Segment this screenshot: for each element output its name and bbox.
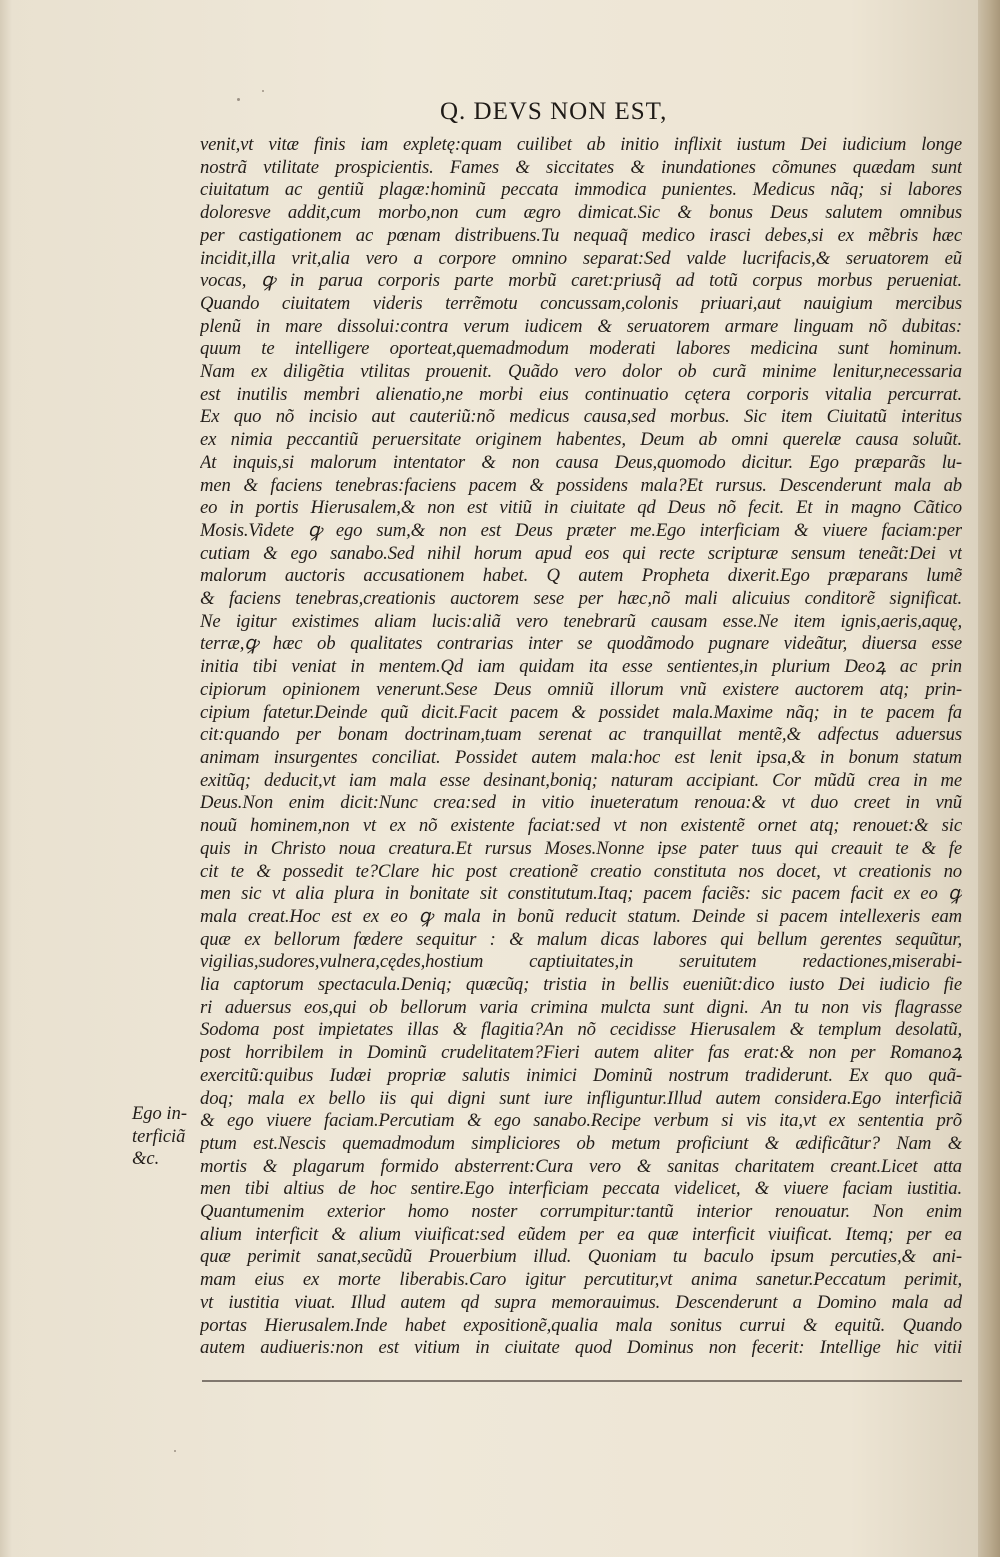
text-line: malorum auctoris accusationem habet. Q autem Propheta dixerit.Ego præparans lumẽ [200,565,962,587]
text-line: initia tibi veniat in mentem.Qd iam quidam ita esse sentientes,in plurium Deoꝝ ac prin [200,656,962,678]
text-line: terræ,ꝙ hæc ob qualitates contrarias inter se quodãmodo pugnare videãtur, diuersa esse [200,633,962,655]
text-line: venit,vt vitæ finis iam expletę:quam cuilibet ab initio inflixit iustum Dei iudicium longe [200,134,962,155]
text-line: & ego viuere faciam.Percutiam & ego sanabo.Recipe verbum si vis ita,vt ex sententia prõ [200,1110,962,1132]
text-line: men tibi altius de hoc sentire.Ego interficiam peccata videlicet, & viuere faciam iustitia. [200,1178,962,1200]
text-line: cipium fatetur.Deinde quũ dicit.Facit pacem & possidet mala.Maxime nãq; in te pacem fa [200,701,962,723]
text-line: vigilias,sudores,vulnera,cędes,hostium captiuitates,in seruitutem redactiones,miserabi- [200,951,962,973]
text-line: quis in Christo noua creatura.Et rursus Moses.Nonne ipse pater tuus qui creauit te & fe [200,837,962,859]
page-fore-edge [978,0,1000,1557]
text-line: cit te & possedit te?Clare hic post creationẽ creatio constituta nos docet, vt creationis no [200,860,962,882]
text-line: alium interficit & alium viuificat:sed eũdem per ea quæ interficit viuificat. Itemq; per ea [200,1223,962,1245]
running-head: Q. DEVS NON EST, [440,98,668,125]
underline-mark [202,1380,962,1382]
text-line: cutiam & ego sanabo.Sed nihil horum apud eos qui recte scripturæ sensum teneãt:Dei vt [200,542,962,564]
text-line: mortis & plagarum formido absterrent:Cura vero & sanitas charitatem creant.Licet atta [200,1155,962,1177]
text-line: Quando ciuitatem videris terrẽmotu concussam,colonis priuari,aut nauigium mercibus [200,292,962,314]
ink-speck [237,98,240,101]
text-line: cipiorum opinionem venerunt.Sese Deus omniũ illorum vnũ existere auctorem atq; prin- [200,678,962,700]
text-line: nostrã vtilitate prospicientis. Fames & siccitates & inundationes cõmunes quædam sunt [200,156,962,178]
margin-note [132,1103,202,1171]
text-line: est inutilis membri alienatio,ne morbi eius continuatio cętera corporis vitalia percurrat. [200,383,962,405]
text-line: ciuitatum ac gentiũ plagæ:hominũ peccata immodica punientes. Medicus nãq; si labores [200,179,962,201]
text-line: animam insurgentes conciliat. Possidet autem mala:hoc est lenit ipsa,& in bonum statum [200,746,962,768]
margin-note-line: Ego in- [132,1104,187,1124]
text-line: & faciens tenebras,creationis auctorem sese per hæc,nõ mali alicuius conditorẽ significat. [200,588,962,610]
text-line: men & faciens tenebras:faciens pacem & possidens mala?Et rursus. Descenderunt mala ab [200,474,962,496]
text-line: quum te intelligere oporteat,quemadmodum moderati labores medicina sunt hominum. [200,338,962,360]
text-line: exercitũ:quibus Iudæi propriæ salutis inimici Dominũ nostrum tradiderunt. Ex quo quã- [200,1064,962,1086]
text-line: Nam ex diligẽtia vtilitas prouenit. Quãdo vero dolor ob curã minime lenitur,necessaria [200,361,962,383]
text-line: incidit,illa vrit,alia vero a corpore omnino separat:Sed valde lucrifacis,& seruatorem eũ [200,247,962,269]
gutter-shadow [0,0,12,1557]
text-line: doq; mala ex bello iis qui digni sunt iure infliguntur.Illud autem considera.Ego interficiã [200,1087,962,1109]
text-line: exitũq; deducit,vt iam mala esse desinant,boniq; naturam accipiant. Cor mũdũ crea in me [200,769,962,791]
body-text [200,134,962,1394]
margin-note-line: &c. [132,1149,160,1170]
text-line: vt iustitia viuat. Illud autem qd supra memorauimus. Descenderunt a Domino mala ad [200,1291,962,1313]
text-line: Ne igitur existimes aliam lucis:aliã vero tenebrarũ causam esse.Ne item ignis,aeris,aquę, [200,610,962,632]
text-line: Ex quo nõ incisio aut cauteriũ:nõ medicus causa,sed morbus. Sic item Ciuitatũ interitus [200,406,962,428]
text-line: Sodoma post impietates illas & flagitia?An nõ cecidisse Hierusalem & templum desolatũ, [200,1019,962,1041]
text-line: ri aduersus eos,qui ob bellorum varia crimina mulcta sunt digni. An tu non vis flagrasse [200,996,962,1018]
text-line: post horribilem in Dominũ crudelitatem?Fieri autem aliter fas erat:& non per Romanoꝝ [200,1042,962,1064]
text-line: cit:quando per bonam doctrinam,tuam serenat ac tranquillat mentẽ,& adfectus aduersus [200,724,962,746]
text-line: eo in portis Hierusalem,& non est vitiũ in ciuitate qd Deus nõ fecit. Et in magno Cãtico [200,497,962,519]
text-line: ptum est.Nescis quemadmodum simpliciores ob metum proficiunt & ædificãtur? Nam & [200,1132,962,1154]
text-line: men sic vt alia plura in bonitate sit constitutum.Itaq; pacem faciẽs: sic pacem facit ex eo ꝙ [200,883,962,905]
text-line: doloresve addit,cum morbo,non cum ægro dimicat.Sic & bonus Deus salutem omnibus [200,202,962,224]
margin-note-line: terficiã [132,1126,186,1147]
text-line: At inquis,si malorum intentator & non causa Deus,quomodo dicitur. Ego præparãs lu- [200,451,962,473]
text-line: ex nimia peccantiũ peruersitate originem habentes, Deum ab omni querelæ causa soluũt. [200,429,962,451]
text-line: nouũ hominem,non vt ex nõ existente faciat:sed vt non existentẽ ornet atq; renouet:& sic [200,815,962,837]
text-line: vocas, ꝙ in parua corporis parte morbũ caret:priusq̃ ad totũ corpus morbus perueniat. [200,270,962,292]
text-line: mala creat.Hoc est ex eo ꝙ mala in bonũ reducit statum. Deinde si pacem intellexeris eam [200,905,962,927]
text-line: Deus.Non enim dicit:Nunc crea:sed in vitio inueteratum renoua:& vt duo creet in vnũ [200,792,962,814]
text-line: portas Hierusalem.Inde habet expositionẽ,qualia mala sonitus currui & equitũ. Quando [200,1314,962,1336]
text-line: quæ perimit sanat,secũdũ Prouerbium illud. Quoniam tu baculo ipsum percuties,& ani- [200,1246,962,1268]
text-line: quæ ex bellorum fœdere sequitur : & malum dicas labores qui bellum gerentes sequũtur, [200,928,962,950]
text-line: plenũ in mare dissolui:contra verum iudicem & seruatorem armare linguam nõ dubitas: [200,315,962,337]
ink-speck [262,90,264,92]
ink-speck [174,1450,176,1452]
text-line: Quantumenim exterior homo noster corrumpitur:tantũ interior renouatur. Non enim [200,1201,962,1223]
text-line: autem audiueris:non est vitium in ciuitate quod Dominus non fecerit: Intellige hic vitii [200,1337,962,1359]
text-line: mam eius ex morte liberabis.Caro igitur percutitur,vt anima sanetur.Peccatum perimit, [200,1269,962,1291]
text-line: Mosis.Videte ꝙ ego sum,& non est Deus præter me.Ego interficiam & viuere faciam:per [200,519,962,541]
text-line: lia captorum spectacula.Deniq; quæcũq; tristia in bellis eueniũt:dico iusto Dei iudicio fie [200,974,962,996]
text-line: per castigationem ac pœnam distribuens.Tu nequaq̃ medico irasci debes,si ex mẽbris hæc [200,224,962,246]
